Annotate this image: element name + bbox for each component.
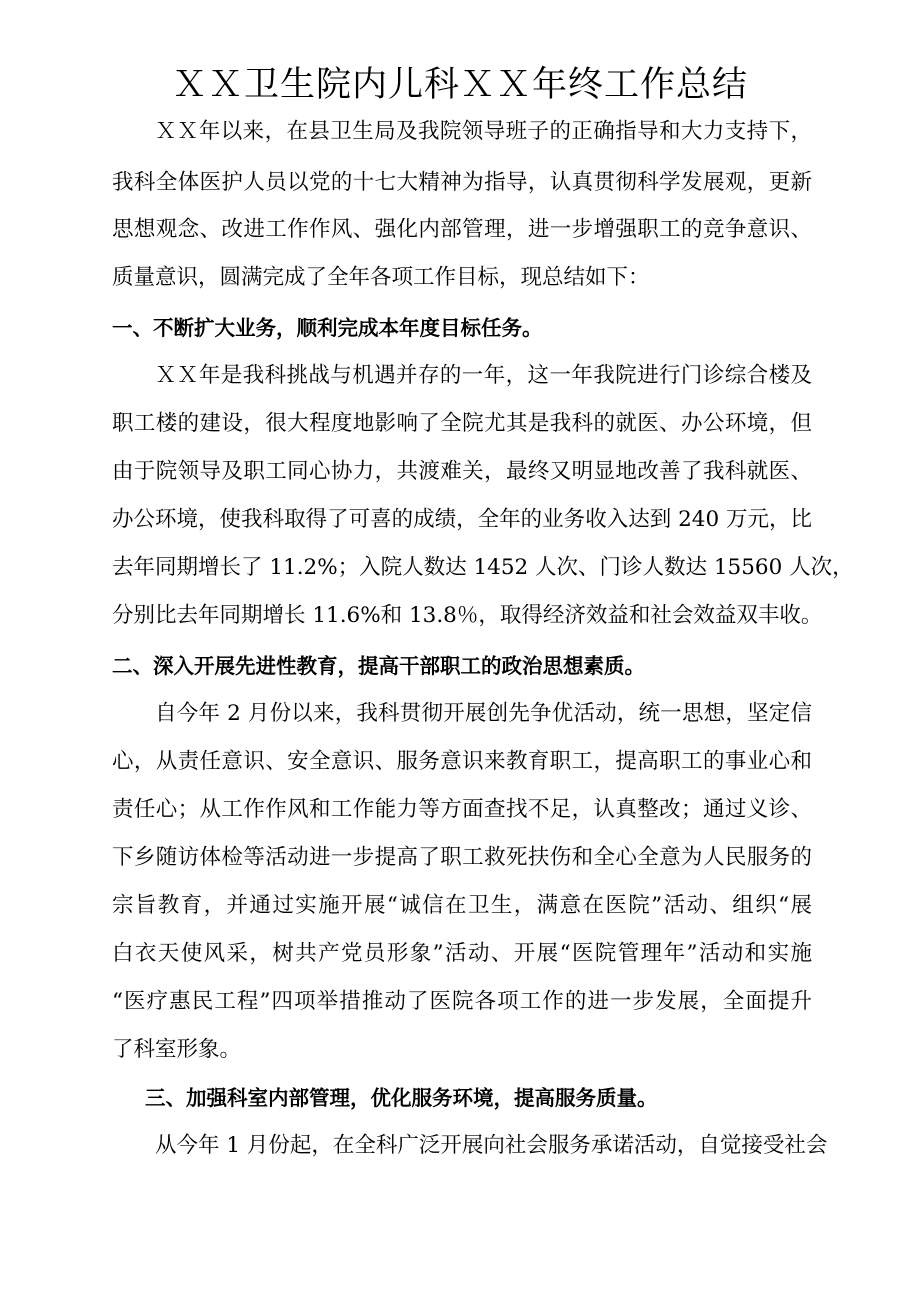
paragraph-line: 自今年 2 月份以来，我科贯彻开展创先争优活动，统一思想，坚定信 <box>155 701 812 726</box>
paragraph-line: 思想观念、改进工作作风、强化内部管理，进一步增强职工的竞争意识、 <box>112 217 812 242</box>
section-heading-1: 一、不断扩大业务，顺利完成本年度目标任务。 <box>112 316 543 340</box>
paragraph-line: 从今年 1 月份起，在全科广泛开展向社会服务承诺活动，自觉接受社会 <box>155 1133 828 1158</box>
paragraph-line: 办公环境，使我科取得了可喜的成绩，全年的业务收入达到 240 万元，比 <box>112 507 812 532</box>
paragraph-line: 心，从责任意识、安全意识、服务意识来教育职工，提高职工的事业心和 <box>112 749 812 774</box>
paragraph-line: 分别比去年同期增长 11.6%和 13.8％，取得经济效益和社会效益双丰收。 <box>112 603 823 628</box>
paragraph-line: 白衣天使风采，树共产党员形象”活动、开展“医院管理年”活动和实施 <box>112 941 812 966</box>
paragraph-line: 质量意识，圆满完成了全年各项工作目标，现总结如下： <box>112 265 650 290</box>
section-heading-3: 三、加强科室内部管理，优化服务环境，提高服务质量。 <box>145 1086 658 1110</box>
paragraph-line: 去年同期增长了 11.2%；入院人数达 1452 人次、门诊人数达 15560 人次， <box>112 555 854 580</box>
paragraph-line: 我科全体医护人员以党的十七大精神为指导，认真贯彻科学发展观，更新 <box>112 170 812 195</box>
paragraph-line: ＸＸ年以来，在县卫生局及我院领导班子的正确指导和大力支持下， <box>155 119 812 144</box>
paragraph-line: 宗旨教育，并通过实施开展“诚信在卫生，满意在医院”活动、组织“展 <box>112 893 812 918</box>
paragraph-line: “医疗惠民工程”四项举措推动了医院各项工作的进一步发展，全面提升 <box>112 989 812 1014</box>
document-title: ＸＸ卫生院内儿科ＸＸ年终工作总结 <box>171 65 748 105</box>
paragraph-line: 职工楼的建设，很大程度地影响了全院尤其是我科的就医、办公环境，但 <box>112 411 812 436</box>
paragraph-line: 了科室形象。 <box>112 1037 242 1062</box>
paragraph-line: 由于院领导及职工同心协力，共渡难关，最终又明显地改善了我科就医、 <box>112 459 812 484</box>
section-heading-2: 二、深入开展先进性教育，提高干部职工的政治思想素质。 <box>112 654 645 678</box>
paragraph-line: ＸＸ年是我科挑战与机遇并存的一年，这一年我院进行门诊综合楼及 <box>155 363 812 388</box>
paragraph-line: 下乡随访体检等活动进一步提高了职工救死扶伤和全心全意为人民服务的 <box>112 845 812 870</box>
paragraph-line: 责任心；从工作作风和工作能力等方面查找不足，认真整改；通过义诊、 <box>112 797 812 822</box>
